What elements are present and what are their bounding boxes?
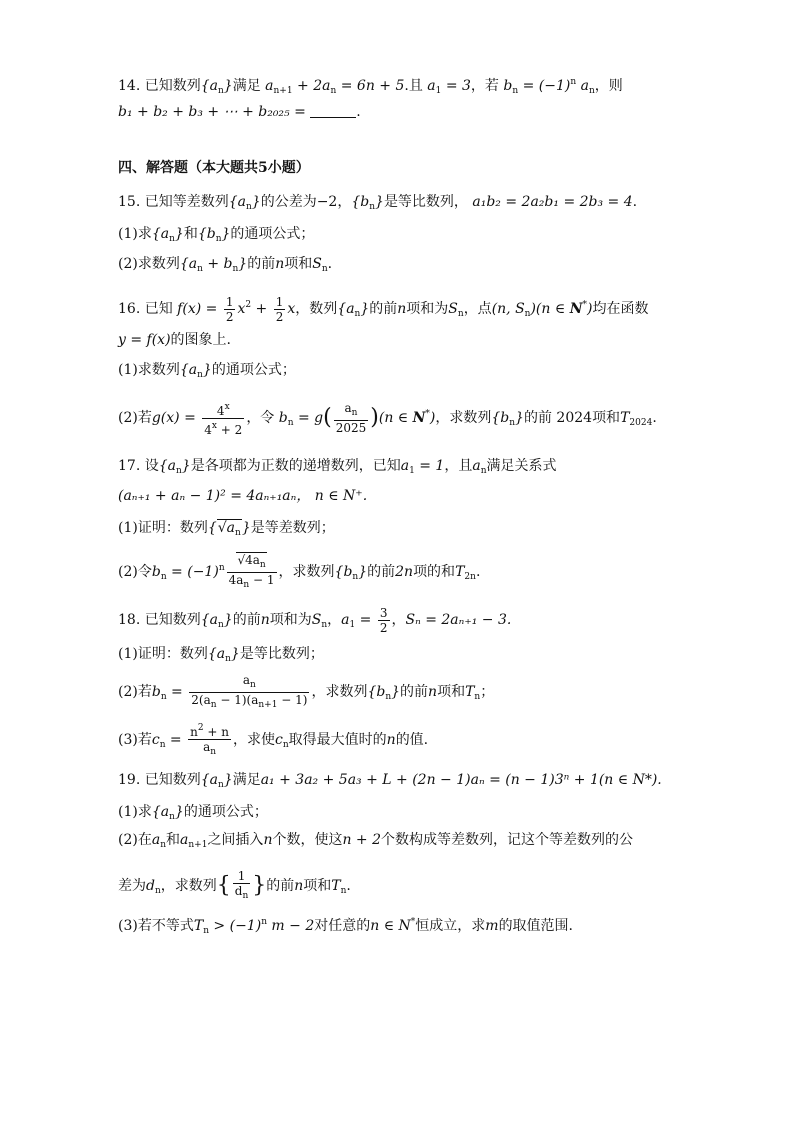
q15-sub1: (1)求$\{a_n\}$和$\{b_n\}$的通项公式；: [118, 226, 315, 244]
q17-sub2: (2)令$b_n = (-1)^n$ $\frac{√4a_n}{4a_n - 1}$ ，求数列$\{b_n\}$的前2n项的和$T_{2n}$.: [118, 552, 481, 590]
q17-relation: (aₙ₊₁ + aₙ − 1)² = 4aₙ₊₁aₙ， n ∈ N⁺.: [118, 488, 368, 504]
q19-sub2-cont: 差为$d_n$，求数列{ $\frac{1}{d_n}$ }的前n项和$T_n$.: [118, 869, 351, 901]
q16-stem: 16. 已知 f(x) = $\frac{1}{2}$ $x^2$ + $\frac{1}{2}$ x，数列$\{a_n\}$的前n项和为$S_n$，点(n, $S_n)(n$ ∈ N*)均在函数: [118, 294, 649, 324]
section-title: 四、解答题（本大题共5小题）: [118, 160, 310, 176]
q14-number: 14.: [118, 78, 141, 94]
q19-sub1: (1)求$\{a_n\}$的通项公式；: [118, 804, 268, 822]
q17-stem: 17. 设$\{a_n\}$是各项都为正数的递增数列，已知$a_1 = 1$，且$a_n$满足关系式: [118, 458, 557, 476]
q18-sub1: (1)证明：数列$\{a_n\}$是等比数列；: [118, 646, 324, 664]
q18-sub2: (2)若$b_n$ = $\frac{a_n}{2(a_n - 1)(a_{n+1} - 1)}$ ，求数列$\{b_n\}$的前n项和$T_n$；: [118, 672, 495, 710]
q19-sub3: (3)若不等式$T_n > (-1)^n$ m − 2对任意的n ∈ N*恒成立，求m的取值范围.: [118, 917, 574, 936]
q19-sub2: (2)在$a_n$和$a_{n+1}$之间插入n个数，使这n + 2个数构成等差数列，记这个等差数列的公: [118, 832, 634, 850]
q15-stem: 15. 已知等差数列$\{a_n\}$的公差为−2，$\{b_n\}$是等比数列， a₁b₂ = 2a₂b₁ = 2b₃ = 4.: [118, 194, 638, 212]
q16-stem-cont: y = f(x)的图象上.: [118, 332, 231, 348]
q16-sub1: (1)求数列$\{a_n\}$的通项公式；: [118, 362, 296, 380]
q17-sub1: (1)证明：数列$\{√a_n\}$是等差数列；: [118, 520, 335, 538]
q16-sub2: (2)若g(x) = $\frac{4^x}{4^x + 2}$ ，令 $b_n = g$( $\frac{a_n}{2025}$ )(n ∈ N*)，求数列$\{b_n\}$的前 2024项和$T_{2024}$.: [118, 401, 657, 437]
q14-line1: 14. 已知数列$\{a_n\}$满足 $a_{n+1} + 2a_n = 6n + 5$.且 $a_1 = 3$，若 $b_n = (-1)^n$ $a_n$，则: [118, 77, 623, 96]
q15-sub2: (2)求数列$\{a_n + b_n\}$的前n项和$S_n$.: [118, 256, 333, 274]
q18-sub3: (3)若$c_n$ = $\frac{n^2 + n}{a_n}$ ，求使$c_n$取得最大值时的n的值.: [118, 723, 429, 757]
q18-stem: 18. 已知数列$\{a_n\}$的前n项和为$S_n$，$a_1$ = $\frac{3}{2}$ ，Sₙ = 2aₙ₊₁ − 3.: [118, 605, 512, 635]
q14-line2: b₁ + b₂ + b₃ + ⋯ + b₂₀₂₅ = .: [118, 104, 361, 120]
q14-sum: b₁ + b₂ + b₃ + ⋯ + b₂₀₂₅ =: [118, 104, 306, 120]
q14-answer-blank: [310, 103, 356, 118]
q19-stem: 19. 已知数列$\{a_n\}$满足a₁ + 3a₂ + 5a₃ + L + (2n − 1)aₙ = (n − 1)3ⁿ + 1(n ∈ N*).: [118, 772, 662, 790]
